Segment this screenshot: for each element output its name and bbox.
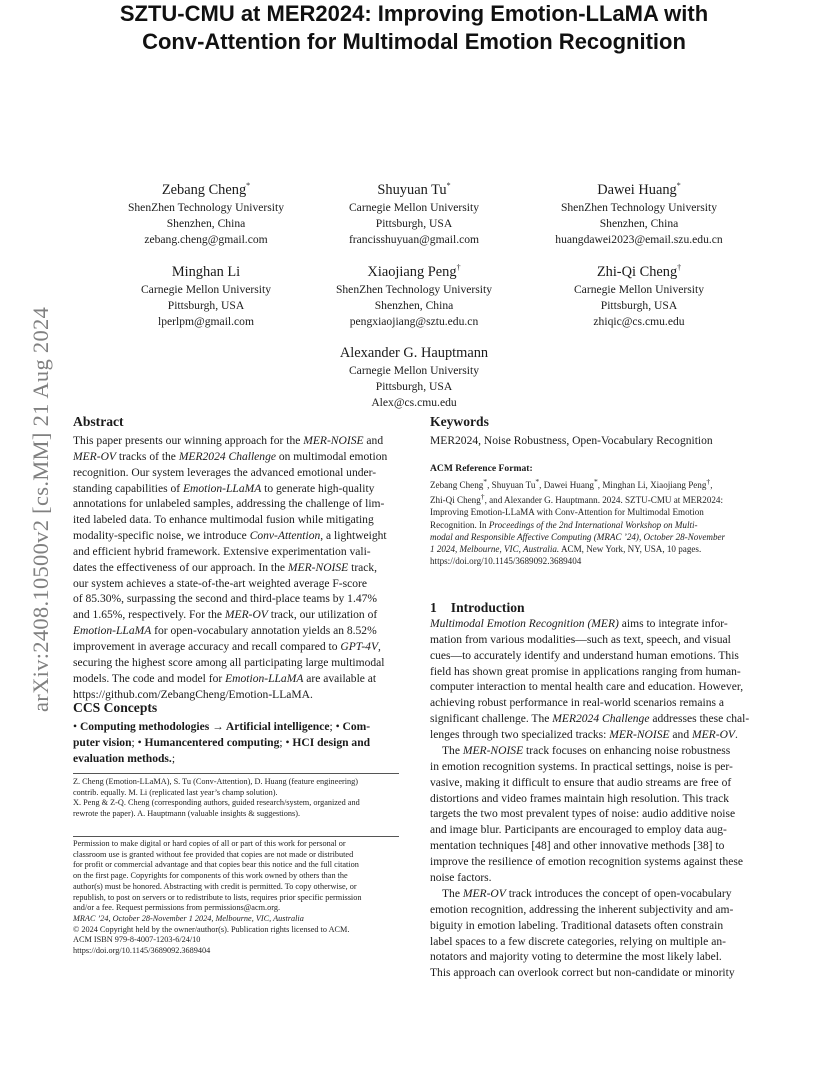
author-email[interactable]: pengxiaojiang@sztu.edu.cn <box>349 315 479 329</box>
author-mark: † <box>456 263 461 272</box>
text-line: biguity in emotion labeling. Traditional datasets often constrain <box>430 919 724 932</box>
text-line: of 85.30%, surpassing the second and third-place teams by 1.47% <box>73 593 377 606</box>
intro-heading <box>430 600 525 616</box>
text-line: Improving Emotion-LLaMA with Conv-Attention for Multimodal Emotion <box>430 507 704 518</box>
author-name: Zhi-Qi Cheng <box>596 263 678 280</box>
author-block <box>519 176 759 249</box>
author-name: Alexander G. Hauptmann <box>339 344 489 361</box>
text-line: distortions and video frames maintain high resolution. This track <box>430 792 729 805</box>
author-affiliation: ShenZhen Technology University <box>560 200 718 214</box>
text-line: Permission to make digital or hard copies of all or part of this work for personal or <box>73 839 346 848</box>
text-line: https://doi.org/10.1145/3689092.3689404 <box>430 556 582 567</box>
author-mark: * <box>676 181 681 190</box>
author-location: Pittsburgh, USA <box>600 299 678 313</box>
text-line: and/or a fee. Request permissions from permissions@acm.org. <box>73 903 281 913</box>
title-line-1: SZTU-CMU at MER2024: Improving Emotion-LLaMA with <box>119 1 709 26</box>
text-line: This paper presents our winning approach for the MER-NOISE and <box>73 435 384 447</box>
text-line: lenges through two specialized tracks: MER-NOISE and MER-OV. <box>430 728 738 741</box>
text-line: Emotion-LLaMA for open-vocabulary annotation yields an 8.52% <box>73 625 377 638</box>
author-name: Zebang Cheng <box>161 181 247 198</box>
contribution-footnote <box>73 777 360 820</box>
text-line: significant challenge. The MER2024 Challenge addresses these chal- <box>430 713 750 726</box>
abstract-heading: Abstract <box>73 414 124 429</box>
author-name: Xiaojiang Peng <box>367 263 457 280</box>
author-name: Minghan Li <box>171 263 241 280</box>
text-line: improve the resilience of emotion recognition systems against these <box>430 855 743 868</box>
text-line: Zebang Cheng*, Shuyuan Tu*, Dawei Huang*, Minghan Li, Xiaojiang Peng†, <box>430 477 713 491</box>
text-line: models. The code and model for Emotion-LLaMA are available at <box>73 672 377 685</box>
text-line: modality-specific noise, we introduce Conv-Attention, a lightweight <box>73 530 387 543</box>
acm-ref-heading: ACM Reference Format: <box>430 463 533 474</box>
author-affiliation: Carnegie Mellon University <box>573 282 705 296</box>
intro-paragraph-1 <box>430 617 749 744</box>
arxiv-stamp: arXiv:2408.10500v2 [cs.MM] 21 Aug 2024 <box>28 306 53 712</box>
text-line: MER-OV tracks of the MER2024 Challenge on multimodal emotion <box>73 450 388 463</box>
text-line: puter vision; • Humancentered computing; • HCI design and <box>73 736 371 749</box>
text-line: and efficient hybrid framework. Extensive experimentation vali- <box>73 545 371 558</box>
text-line: evaluation methods.; <box>73 752 176 765</box>
text-line: emotion recognition, addressing the inherent subjectivity and am- <box>430 903 734 916</box>
text-line: securing the highest score among all participating large multimodal <box>73 656 385 669</box>
author-email[interactable]: huangdawei2023@email.szu.edu.cn <box>555 233 723 247</box>
text-line: and image blur. Participants are encouraged to employ data aug- <box>430 824 727 837</box>
keywords-text: MER2024, Noise Robustness, Open-Vocabulary Recognition <box>430 435 713 447</box>
text-line: This approach can overlook correct but non-candidate or minority <box>430 967 735 980</box>
text-line: contrib. equally. M. Li (replicated last year’s champ solution). <box>73 787 278 797</box>
text-line: © 2024 Copyright held by the owner/author(s). Publication rights licensed to ACM. <box>73 924 350 934</box>
ccs-heading: CCS Concepts <box>73 700 158 715</box>
text-line: ACM ISBN 979-8-4007-1203-6/24/10 <box>73 935 201 945</box>
text-line: The MER-OV track introduces the concept of open-vocabulary <box>442 888 732 900</box>
text-line: recognition. Our system leverages the advanced emotional under- <box>73 466 377 479</box>
text-line: vasive, making it difficult to ensure that audio streams are free of <box>430 776 732 789</box>
author-affiliation: Carnegie Mellon University <box>140 282 272 296</box>
text-line: classroom use is granted without fee provided that copies are not made or distributed <box>73 849 354 859</box>
author-name: Shuyuan Tu <box>377 181 447 198</box>
keywords-heading: Keywords <box>430 414 489 429</box>
text-line: our system achieves a state-of-the-art weighted average F-score <box>73 577 367 590</box>
text-line: republish, to post on servers or to redistribute to lists, requires prior specific permission <box>73 892 362 902</box>
text-line: mentation techniques [48] and other innovative methods [38] to <box>430 840 725 853</box>
text-line: https://github.com/ZebangCheng/Emotion-LLaMA. <box>73 688 313 701</box>
text-line: computer interaction to mental health care and education. However, <box>430 681 744 694</box>
text-line: improvement in average accuracy and recall compared to GPT-4V, <box>73 640 381 653</box>
text-line: X. Peng & Z-Q. Cheng (corresponding authors, guided research/system, organized and <box>73 798 360 808</box>
author-affiliation: Carnegie Mellon University <box>348 200 480 214</box>
acm-ref-text <box>430 476 725 567</box>
author-location: Pittsburgh, USA <box>375 217 453 231</box>
ccs-text <box>73 720 399 768</box>
text-line: dates the effectiveness of our approach. In the MER-NOISE track, <box>73 561 378 574</box>
author-affiliation: ShenZhen Technology University <box>127 200 285 214</box>
author-block <box>86 176 326 249</box>
text-line: • Computing methodologies → Artificial intelligence; • Com- <box>73 721 371 733</box>
text-line: The MER-NOISE track focuses on enhancing noise robustness <box>442 745 731 757</box>
text-line: modal and Responsible Affective Computing (MRAC ’24), October 28-November <box>430 531 726 542</box>
text-line: author(s) must be honored. Abstracting with credit is permitted. To copy otherwise, or <box>73 881 357 891</box>
intro-paragraph-3 <box>430 887 735 982</box>
paper-title <box>0 0 828 56</box>
author-affiliation: ShenZhen Technology University <box>335 282 493 296</box>
permission-block <box>73 839 361 957</box>
text-line: and 1.65%, respectively. For the MER-OV track, our utilization of <box>73 609 378 622</box>
text-line: on the first page. Copyrights for components of this work owned by others than the <box>73 871 348 881</box>
text-line: achieving robust performance in real-world scenarios remains a <box>430 697 725 710</box>
text-line: 1 2024, Melbourne, VIC, Australia. ACM, New York, NY, USA, 10 pages. <box>430 544 702 555</box>
author-location: Shenzhen, China <box>166 217 246 231</box>
text-line: rewrote the paper). A. Hauptmann (valuable insights & suggestions). <box>73 809 301 819</box>
author-block <box>294 176 534 249</box>
author-email[interactable]: Alex@cs.cmu.edu <box>371 396 457 410</box>
author-name: Dawei Huang <box>597 181 677 198</box>
text-line: Recognition. In Proceedings of the 2nd International Workshop on Multi- <box>430 519 698 530</box>
intro-number: 1 <box>430 600 437 615</box>
text-line: annotations for unlabeled samples, addressing the challenge of lim- <box>73 498 385 511</box>
text-line: in emotion recognition systems. In practical settings, noise is per- <box>430 760 733 773</box>
text-line: ited labeled data. To enhance multimodal fusion while mitigating <box>73 514 374 527</box>
author-block <box>86 258 326 331</box>
intro-paragraph-2 <box>430 744 743 887</box>
author-location: Pittsburgh, USA <box>167 299 245 313</box>
text-line: mation from various modalities—such as text, speech, and visual <box>430 633 731 646</box>
text-line: targets the two most prevalent types of noise: audio additive noise <box>430 808 736 821</box>
text-line: notators and majority voting to determine the most likely label. <box>430 951 722 964</box>
text-line: standing capabilities of Emotion-LLaMA to generate high-quality <box>73 482 375 495</box>
text-line: noise factors. <box>430 871 492 884</box>
author-mark: † <box>677 263 682 272</box>
text-line: MRAC ’24, October 28-November 1 2024, Melbourne, VIC, Australia <box>73 913 304 923</box>
title-line-2: Conv-Attention for Multimodal Emotion Recognition <box>142 29 686 54</box>
author-affiliation: Carnegie Mellon University <box>348 363 480 377</box>
text-line: cues—to accurately identify and understand human emotions. This <box>430 649 739 662</box>
author-mark: * <box>446 181 451 190</box>
text-line: field has shown great promise in applications ranging from human- <box>430 665 741 678</box>
text-line: label spaces to a few discrete categories, relying on multiple an- <box>430 935 726 948</box>
text-line: Z. Cheng (Emotion-LLaMA), S. Tu (Conv-Attention), D. Huang (feature engineering) <box>73 777 359 786</box>
author-email[interactable]: zebang.cheng@gmail.com <box>144 233 268 247</box>
author-block <box>294 339 534 412</box>
author-email[interactable]: lperlpm@gmail.com <box>158 315 254 329</box>
intro-title: Introduction <box>450 600 525 615</box>
abstract-text <box>73 434 399 703</box>
author-block <box>294 258 534 331</box>
text-line: for profit or commercial advantage and that copies bear this notice and the full citation <box>73 860 359 870</box>
permission-rule <box>73 836 399 837</box>
text-line: Multimodal Emotion Recognition (MER) aims to integrate infor- <box>430 618 728 630</box>
text-line: https://doi.org/10.1145/3689092.3689404 <box>73 946 211 956</box>
author-email[interactable]: francisshuyuan@gmail.com <box>348 233 480 247</box>
author-block <box>519 258 759 331</box>
footnote-rule <box>73 773 399 774</box>
author-email[interactable]: zhiqic@cs.cmu.edu <box>593 315 685 329</box>
text-line: Zhi-Qi Cheng†, and Alexander G. Hauptmann. 2024. SZTU-CMU at MER2024: <box>430 492 724 506</box>
author-location: Shenzhen, China <box>374 299 454 313</box>
author-location: Pittsburgh, USA <box>375 380 453 394</box>
author-location: Shenzhen, China <box>599 217 679 231</box>
author-mark: * <box>246 181 251 190</box>
